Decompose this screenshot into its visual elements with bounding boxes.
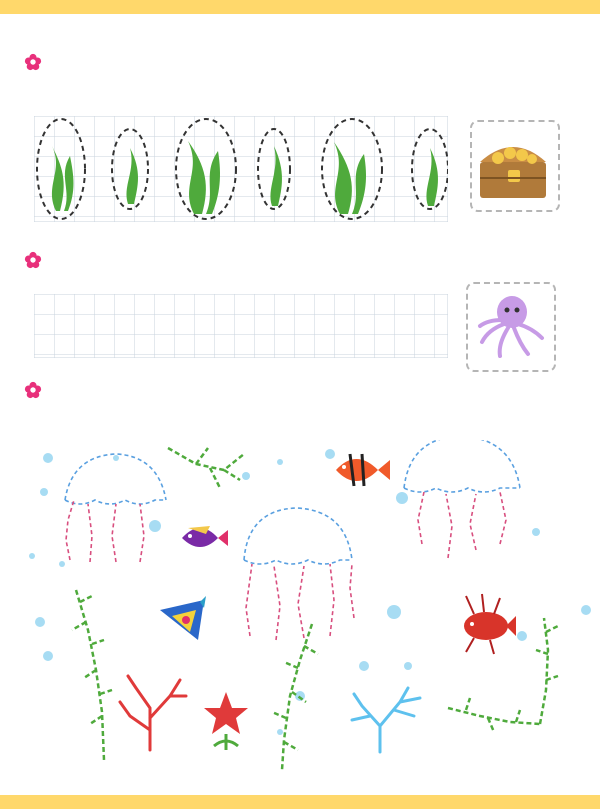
underwater-photo-scene[interactable]	[0, 440, 600, 775]
flower-bullet-icon	[24, 53, 42, 71]
jellyfish-outline[interactable]	[65, 454, 166, 562]
seaweed-tracing-panel[interactable]	[34, 116, 448, 222]
red-coral-icon	[120, 676, 186, 750]
flower-bullet-icon	[24, 381, 42, 399]
bubbles	[29, 449, 591, 735]
task-3	[24, 378, 584, 448]
treasure-chest-sticker-slot[interactable]	[470, 120, 560, 212]
seaweed-outline[interactable]	[72, 590, 112, 760]
red-lionfish-icon	[464, 594, 516, 654]
bottom-decorative-border	[0, 779, 600, 809]
blue-coral-outline[interactable]	[352, 688, 420, 752]
blue-yellow-fish-icon	[160, 596, 206, 640]
seaweed-outline[interactable]	[272, 624, 318, 770]
coral-branch[interactable]	[168, 448, 244, 488]
starfish-flower-icon	[204, 692, 248, 750]
octopus-icon	[468, 284, 554, 370]
flower-bullet-icon	[24, 251, 42, 269]
jellyfish-outline[interactable]	[244, 508, 354, 640]
orange-fish-icon	[336, 454, 390, 486]
top-decorative-border	[0, 0, 600, 30]
purple-fish-icon	[182, 526, 228, 547]
seahorse-tracing-panel[interactable]	[34, 294, 448, 358]
seaweed-outline[interactable]	[448, 618, 558, 732]
treasure-chest-icon	[472, 122, 558, 210]
jellyfish-outline[interactable]	[404, 440, 520, 558]
octopus-sticker-slot[interactable]	[466, 282, 556, 372]
